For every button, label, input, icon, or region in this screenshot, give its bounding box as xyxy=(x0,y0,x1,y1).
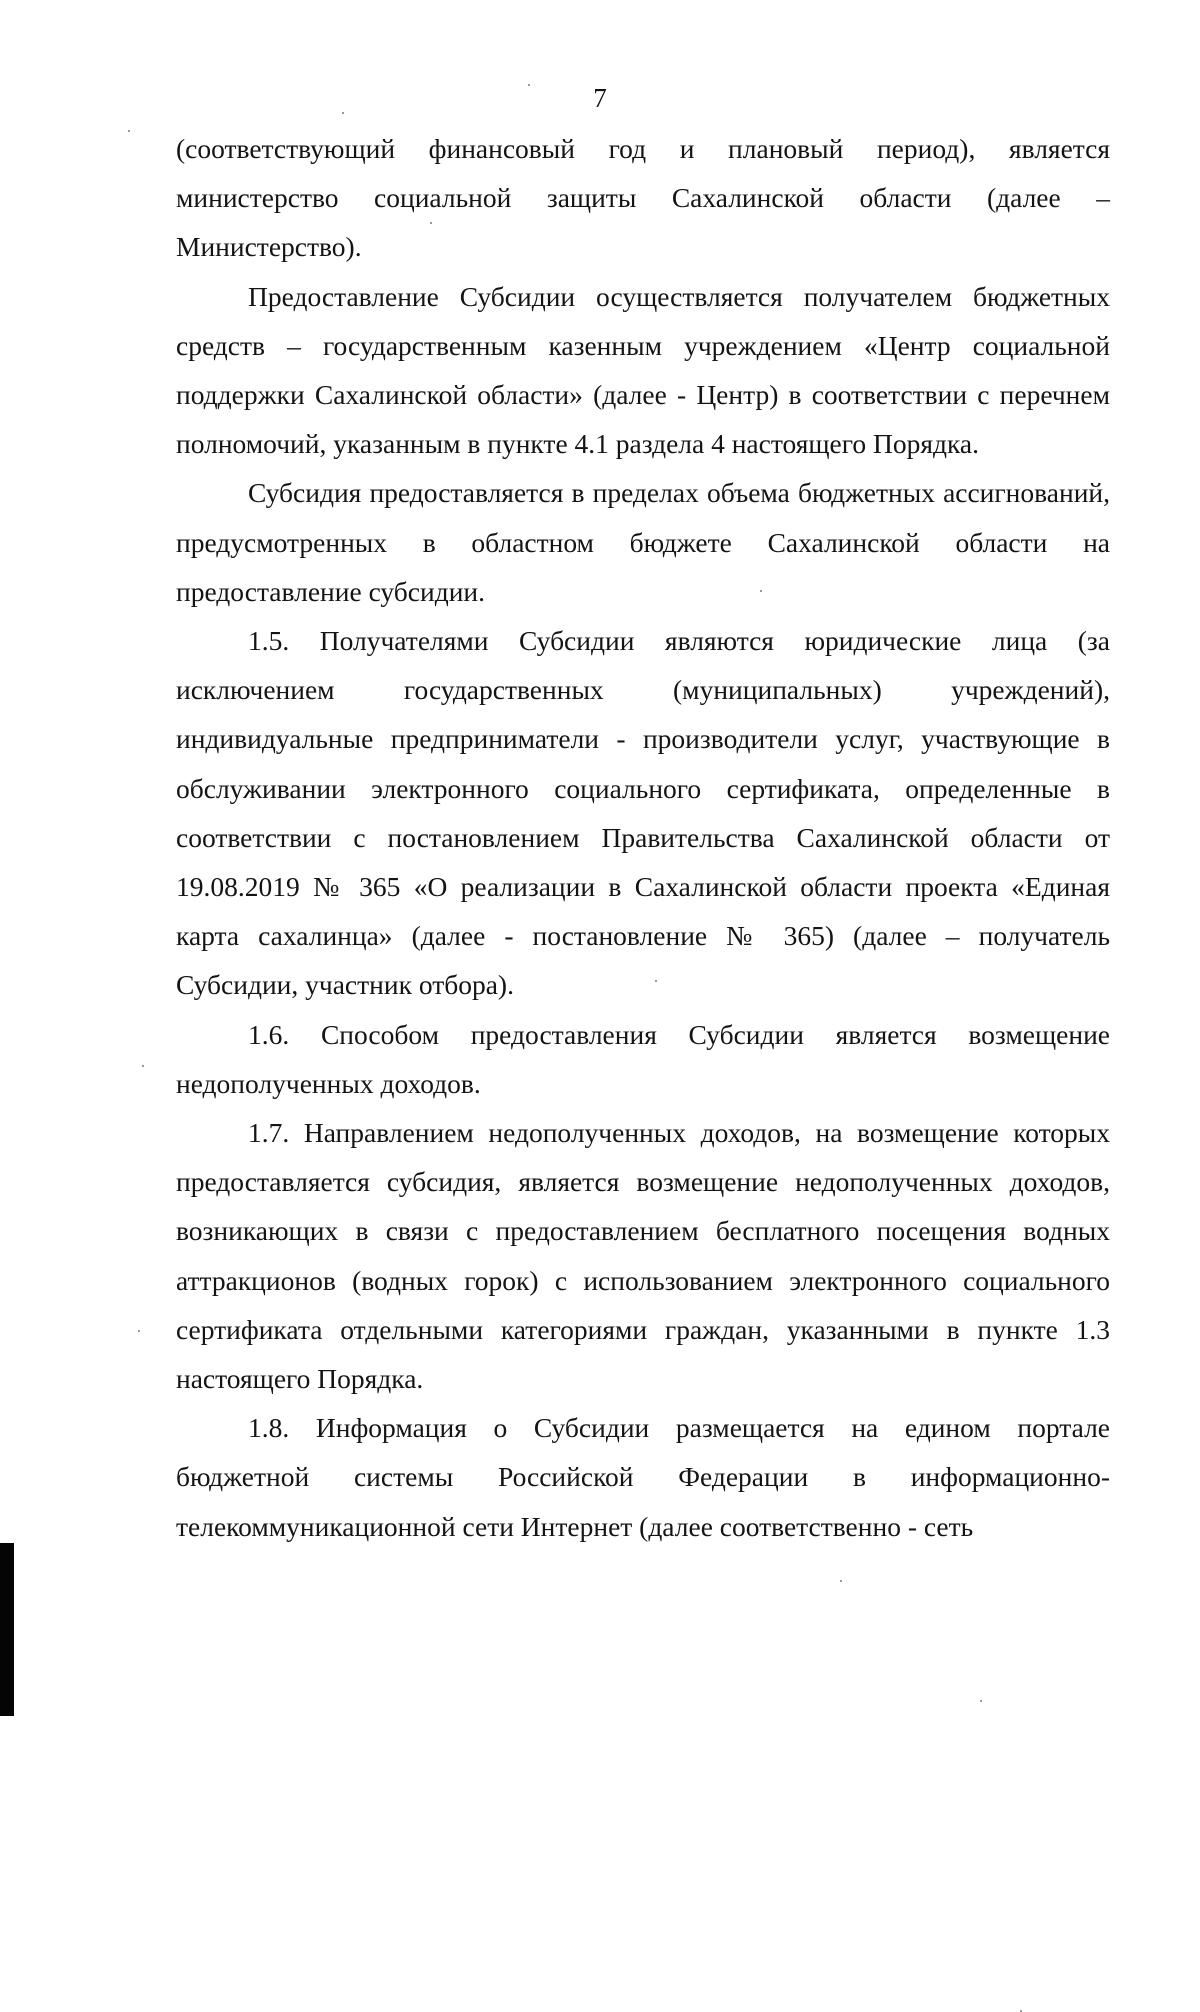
scan-speck xyxy=(128,130,130,132)
paragraph-limits: Субсидия предоставляется в пределах объема бюджетных ассигнований, предусмотренных в областном бюджете Сахалинской области на предоставление субсидии. xyxy=(176,477,1110,607)
paragraph-1-7-direction: 1.7. Направлением недополученных доходов, на возмещение которых предоставляется субсидия, является возмещение недополученных доходов, возникающих в связи с предоставлением бесплатного посещения водных аттракционов (водных горок) с использованием электронного социального сертификата отдельными категориями граждан, указанными в пункте 1.3 настоящего Порядка. xyxy=(176,1117,1110,1395)
paragraph-provision: Предоставление Субсидии осуществляется получателем бюджетных средств – государственным казенным учреждением «Центр социальной поддержки Сахалинской области» (далее - Центр) в соответствии с перечнем полномочий, указанным в пункте 4.1 раздела 4 настоящего Порядка. xyxy=(176,280,1110,460)
page-number: 7 xyxy=(593,83,607,113)
scan-speck xyxy=(138,1330,140,1332)
paragraph-1-6-method: 1.6. Способом предоставления Субсидии является возмещение недополученных доходов. xyxy=(176,1018,1110,1099)
scan-speck xyxy=(980,1700,982,1702)
scan-speck xyxy=(342,112,344,114)
scan-edge-mark xyxy=(0,1543,14,1716)
scan-speck xyxy=(655,980,657,982)
scan-speck xyxy=(760,590,762,592)
paragraph-1-5-recipients: 1.5. Получателями Субсидии являются юридические лица (за исключением государственных (муниципальных) учреждений), индивидуальные предприниматели - производители услуг, участвующие в обслуживании электронного социального сертификата, определенные в соответствии с постановлением Правительства Сахалинской области от 19.08.2019 № 365 «О реализации в Сахалинской области проекта «Единая карта сахалинца» (далее - постановление № 365) (далее – получатель Субсидии, участник отбора). xyxy=(176,625,1110,1001)
paragraph-ministry: (соответствующий финансовый год и плановый период), является министерство социальной защиты Сахалинской области (далее – Министерство). xyxy=(176,133,1110,263)
paragraph-1-8-information: 1.8. Информация о Субсидии размещается на едином портале бюджетной системы Российской Федерации в информационно-телекоммуникационной сети Интернет (далее соответственно - сеть xyxy=(176,1412,1110,1542)
scan-speck xyxy=(528,84,530,86)
document-body xyxy=(176,124,1110,1551)
scan-speck xyxy=(840,1580,842,1582)
scan-speck xyxy=(142,1065,144,1067)
scan-speck xyxy=(430,222,432,224)
